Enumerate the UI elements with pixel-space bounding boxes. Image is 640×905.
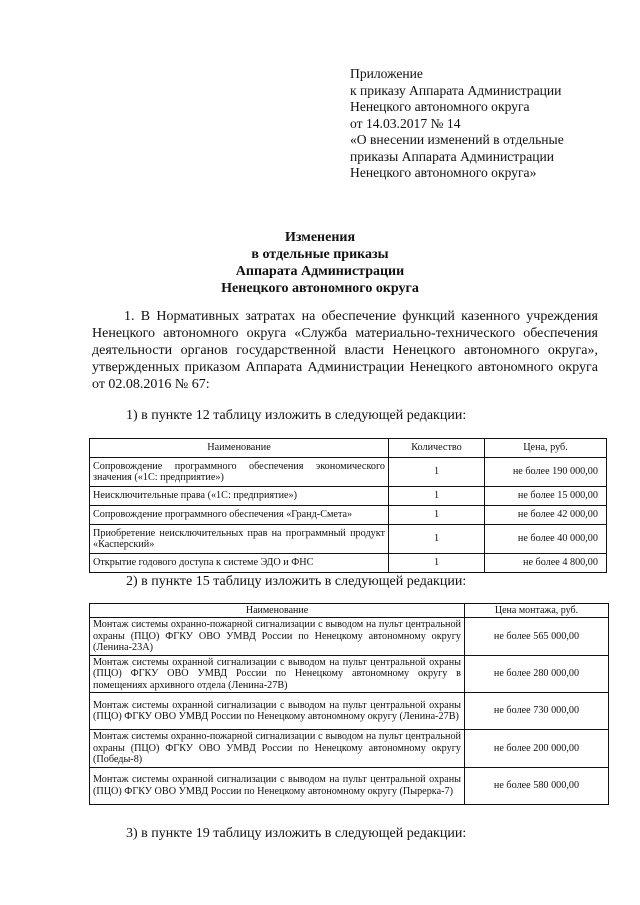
title-line: Изменения [284, 230, 356, 245]
table-row [90, 554, 607, 573]
appendix-line: от 14.03.2017 № 14 [350, 115, 461, 131]
paragraph-1: 1. В Нормативных затратах на обеспечение функций казенного учреждения Ненецкого автономного округа «Служба материально-технического обеспечения деятельности органов государственной власти Ненецкого автономного округа», утвержденных приказом Аппарата Администрации Ненецкого автономного округа от 02.08.2016 № 67: [92, 309, 598, 392]
table-row [90, 458, 607, 487]
title-line: Ненецкого автономного округа [221, 281, 419, 296]
table-row [90, 655, 609, 693]
appendix-header [350, 66, 610, 182]
cell-price: не более 565 000,00 [465, 618, 609, 656]
table-row [90, 487, 607, 506]
table-row [90, 506, 607, 525]
table-row [90, 618, 609, 656]
cell-price: не более 190 000,00 [485, 458, 607, 487]
cell-quantity: 1 [389, 487, 485, 506]
title-line: Аппарата Администрации [235, 264, 405, 279]
table-software-costs [89, 438, 607, 573]
item-2-heading: 2) в пункте 15 таблицу изложить в следующей редакции: [126, 574, 467, 589]
appendix-line: Ненецкого автономного округа» [350, 165, 537, 180]
column-header-name: Наименование [90, 604, 465, 618]
table-row [90, 767, 609, 804]
table-row [90, 525, 607, 554]
cell-name: Монтаж системы охранно-пожарной сигнализации с выводом на пульт центральной охраны (ПЦО) ФГКУ ОВО УМВД России по Ненецкому автономному округу (Ленина-23А) [90, 618, 465, 656]
cell-name: Сопровождение программного обеспечения «Гранд-Смета» [90, 506, 389, 525]
cell-price: не более 42 000,00 [485, 506, 607, 525]
item-3-heading: 3) в пункте 19 таблицу изложить в следующей редакции: [126, 826, 467, 841]
cell-quantity: 1 [389, 554, 485, 573]
column-header-quantity: Количество [389, 439, 485, 458]
table-row [90, 693, 609, 730]
cell-name: Сопровождение программного обеспечения экономического значения («1С: предприятие») [90, 458, 389, 487]
cell-price: не более 200 000,00 [465, 730, 609, 768]
appendix-line: Приложение [350, 66, 423, 81]
cell-name: Монтаж системы охранной сигнализации с выводом на пульт центральной охраны (ПЦО) ФГКУ ОВО УМВД России по Ненецкому автономному округу (Пырерка-7) [90, 767, 465, 804]
cell-price: не более 730 000,00 [465, 693, 609, 730]
cell-price: не более 40 000,00 [485, 525, 607, 554]
cell-quantity: 1 [389, 458, 485, 487]
cell-name: Монтаж системы охранной сигнализации с выводом на пульт центральной охраны (ПЦО) ФГКУ ОВО УМВД России по Ненецкому автономному округу (Ленина-27В) [90, 693, 465, 730]
cell-name: Открытие годового доступа к системе ЭДО и ФНС [90, 554, 389, 573]
cell-price: не более 580 000,00 [465, 767, 609, 804]
appendix-line: «О внесении изменений в отдельные [350, 132, 564, 147]
column-header-price: Цена, руб. [485, 439, 607, 458]
title-line: в отдельные приказы [251, 247, 389, 262]
table-installation-costs [89, 603, 609, 805]
cell-name: Приобретение неисключительных прав на программный продукт «Касперский» [90, 525, 389, 554]
cell-name: Монтаж системы охранно-пожарной сигнализации с выводом на пульт центральной охраны (ПЦО) ФГКУ ОВО УМВД России по Ненецкому автономному округу (Победы-8) [90, 730, 465, 768]
table-header-row [90, 439, 607, 458]
cell-name: Монтаж системы охранной сигнализации с выводом на пульт центральной охраны (ПЦО) ФГКУ ОВО УМВД России по Ненецкому автономному округу в помещениях архивного отдела (Ленина-27В) [90, 655, 465, 693]
column-header-name: Наименование [90, 439, 389, 458]
column-header-install-price: Цена монтажа, руб. [465, 604, 609, 618]
table-header-row [90, 604, 609, 618]
item-1-heading: 1) в пункте 12 таблицу изложить в следующей редакции: [126, 408, 467, 423]
cell-price: не более 4 800,00 [485, 554, 607, 573]
appendix-line: Ненецкого автономного округа [350, 99, 530, 114]
cell-price: не более 280 000,00 [465, 655, 609, 693]
cell-quantity: 1 [389, 506, 485, 525]
appendix-line: к приказу Аппарата Администрации [350, 82, 562, 98]
table-row [90, 730, 609, 768]
cell-price: не более 15 000,00 [485, 487, 607, 506]
cell-name: Неисключительные права («1С: предприятие») [90, 487, 389, 506]
cell-quantity: 1 [389, 525, 485, 554]
document-title [0, 229, 640, 297]
appendix-line: приказы Аппарата Администрации [350, 148, 555, 164]
